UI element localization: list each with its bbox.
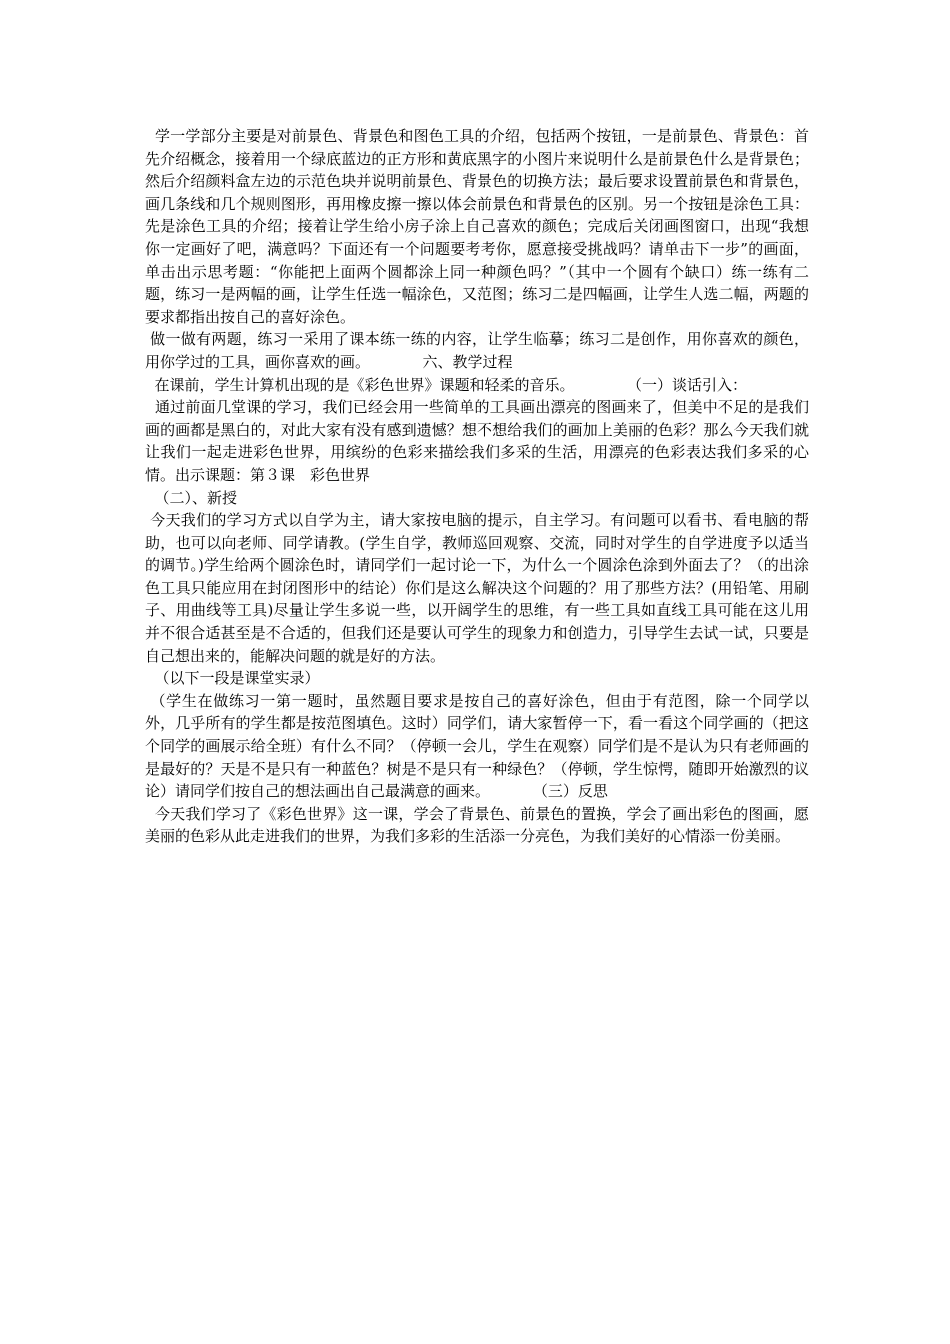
paragraph-classroom-record-note: （以下一段是课堂实录） [145, 669, 320, 688]
section-heading-new-lesson: （二）、新授 [145, 488, 238, 507]
paragraph-intro-learn: 学一学部分主要是对前景色、背景色和图色工具的介绍，包括两个按钮，一是前景色、背景色：首先介绍概念，接着用一个绿底蓝边的正方形和黄底黑字的小图片来说明什么是前景色什么是背景色；然后介绍颜料盒左边的示范色块并说明前景色、背景色的切换方法；最后要求设置前景色和背景色，画几条线和几个规则图形，再用橡皮擦一擦以体会前景色和背景色的区别。另一个按钮是涂色工具：先是涂色工具的介绍；接着让学生给小房子涂上自己喜欢的颜色；完成后关闭画图窗口，出现“我想你一定画好了吧，满意吗？下面还有一个问题要考考你，愿意接受挑战吗？请单击下一步”的画面，单击出示思考题：“你能把上面两个圆都涂上同一种颜色吗？”（其中一个圆有个缺口）练一练有二题，练习一是两幅的画，让学生任选一幅涂色，又范图；练习二是四幅画，让学生人选二幅，两题的要求都指出按自己的喜好涂色。 [145, 127, 809, 326]
paragraph-classroom-record: （学生在做练习一第一题时，虽然题目要求是按自己的喜好涂色，但由于有范图，除一个同学以外，几乎所有的学生都是按范图填色。这时）同学们，请大家暂停一下，看一看这个同学画的（把这个同学的画展示给全班）有什么不同？（停顿一会儿，学生在观察）同学们是不是认为只有老师画的是最好的？天是不是只有一种蓝色？树是不是只有一种绿色？（停顿，学生惊愕，随即开始激烈的议论）请同学们按自己的想法画出自己最满意的画来。 （三）反思 [145, 691, 809, 801]
paragraph-do-exercises: 做一做有两题，练习一采用了课本练一练的内容，让学生临摹；练习二是创作，用你喜欢的颜色，用你学过的工具，画你喜欢的画。 六、教学过程 [145, 330, 809, 371]
document-page [145, 125, 809, 848]
paragraph-self-study: 今天我们的学习方式以自学为主，请大家按电脑的提示，自主学习。有问题可以看书、看电脑的帮助，也可以向老师、同学请教。(学生自学，教师巡回观察、交流，同时对学生的自学进度予以适当的调节。)学生给两个圆涂色时，请同学们一起讨论一下，为什么一个圆涂色涂到外面去了？（的出涂色工具只能应用在封闭图形中的结论）你们是这么解决这个问题的？用了那些方法？(用铅笔、用刷子、用曲线等工具)尽量让学生多说一些，以开阔学生的思维，有一些工具如直线工具可能在这儿用并不很合适甚至是不合适的，但我们还是要认可学生的现象力和创造力，引导学生去试一试，只要是自己想出来的，能解决问题的就是好的方法。 [145, 511, 809, 665]
paragraph-talk-intro: 通过前面几堂课的学习，我们已经会用一些简单的工具画出漂亮的图画来了，但美中不足的是我们画的画都是黑白的，对此大家有没有感到遗憾？想不想给我们的画加上美丽的色彩？那么今天我们就让我们一起走进彩色世界，用缤纷的色彩来描绘我们多采的生活，用漂亮的色彩表达我们多采的心情。出示课题：第３课 彩色世界 [145, 398, 809, 484]
paragraph-before-class: 在课前，学生计算机出现的是《彩色世界》课题和轻柔的音乐。 （一）谈话引入： [145, 375, 747, 394]
paragraph-reflection: 今天我们学习了《彩色世界》这一课，学会了背景色、前景色的置换，学会了画出彩色的图画，愿美丽的色彩从此走进我们的世界，为我们多彩的生活添一分亮色，为我们美好的心情添一份美丽。 [145, 804, 809, 846]
